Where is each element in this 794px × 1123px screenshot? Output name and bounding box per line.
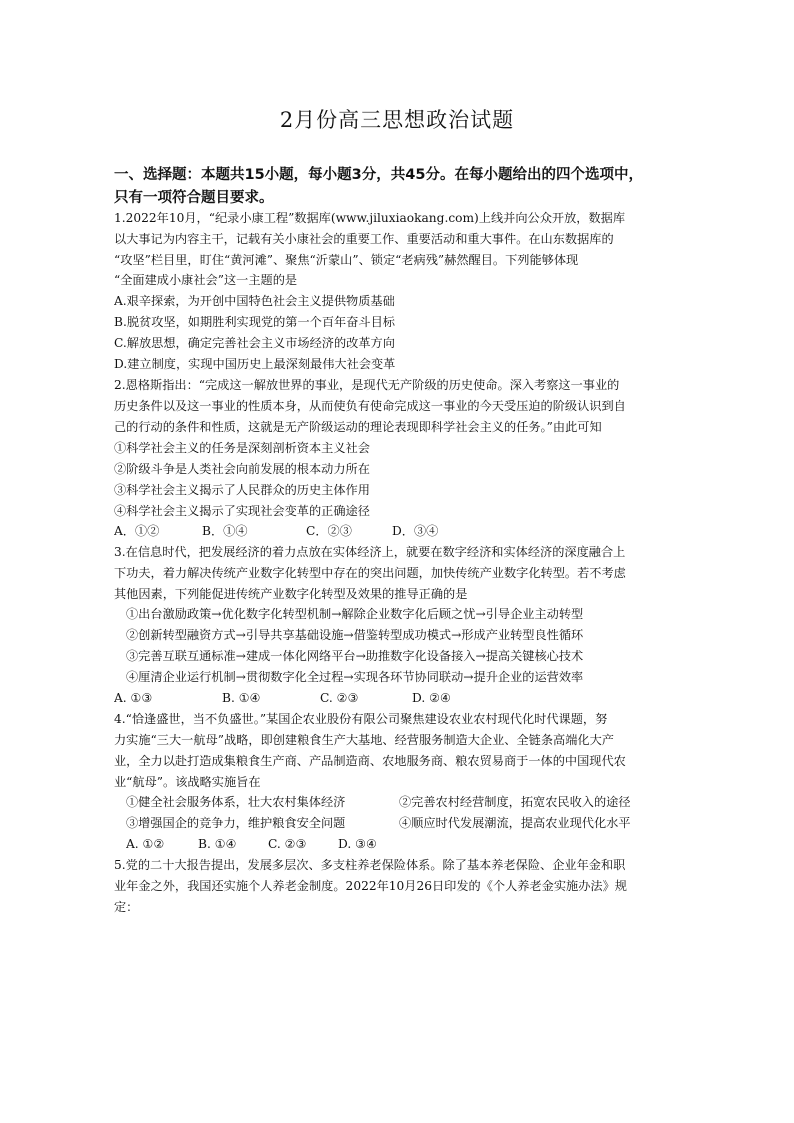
q2-stem-line-2: 历史条件以及这一事业的性质本身，从而使负有使命完成这一事业的今天受压迫的阶级认识到自 (114, 399, 626, 413)
q3-item-4: ④厘清企业运行机制→贯彻数字化全过程→实现各环节协同联动→提升企业的运营效率 (126, 670, 584, 684)
q4-stem-line-3: 业，全力以赴打造成集粮食生产商、产品制造商、农地服务商、粮农贸易商于一体的中国现代农 (114, 754, 626, 768)
q4-item-2: ②完善农村经营制度，拓宽农民收入的途径 (399, 795, 631, 809)
q3-item-1: ①出台激励政策→优化数字化转型机制→解除企业数字化后顾之忧→引导企业主动转型 (126, 607, 584, 621)
q4-items-row-2 (126, 813, 716, 833)
q3-stem-line-3: 其他因素，下列能促进传统产业数字化转型及效果的推导正确的是 (114, 587, 468, 601)
q3-stem-line-1: 3.在信息时代，把发展经济的着力点放在实体经济上，就要在数字经济和实体经济的深度融合上 (114, 545, 626, 559)
q4-choice-c: C. ②③ (268, 837, 307, 851)
q1-option-d: D.建立制度，实现中国历史上最深刻最伟大社会变革 (114, 357, 396, 371)
q4-item-3: ③增强国企的竞争力，维护粮食安全问题 (126, 816, 346, 830)
q5-stem-line-1: 5.党的二十大报告提出，发展多层次、多支柱养老保险体系。除了基本养老保险、企业年金和职 (114, 858, 626, 872)
q4-choice-a: A. ①② (126, 837, 165, 851)
q2-item-2: ②阶级斗争是人类社会向前发展的根本动力所在 (114, 462, 370, 476)
q4-choice-d: D. ③④ (338, 837, 377, 851)
q1-option-b: B.脱贫攻坚，如期胜利实现党的第一个百年奋斗目标 (114, 315, 395, 329)
q2-stem-line-1: 2.恩格斯指出：“完成这一解放世界的事业，是现代无产阶级的历史使命。深入考察这一事业的 (114, 378, 620, 392)
q3-choice-d: D. ②④ (412, 691, 451, 705)
q3-item-3: ③完善互联互通标准→建成一体化网络平台→助推数字化设备接入→提高关键核心技术 (126, 649, 584, 663)
q2-choices (114, 521, 704, 541)
q3-item-2: ②创新转型融资方式→引导共享基础设施→借鉴转型成功模式→形成产业转型良性循环 (126, 628, 584, 642)
q3-choice-a: A. ①③ (114, 691, 153, 705)
q2-choice-c: C．②③ (306, 524, 352, 538)
q4-stem-line-4: 业“航母”。该战略实施旨在 (114, 775, 261, 789)
section-heading-line-1: 一、选择题：本题共15小题，每小题3分，共45分。在每小题给出的四个选项中， (114, 167, 643, 183)
q4-item-1: ①健全社会服务体系，壮大农村集体经济 (126, 795, 346, 809)
q1-option-c: C.解放思想，确定完善社会主义市场经济的改革方向 (114, 336, 395, 350)
q1-stem-line-4: “全面建成小康社会”这一主题的是 (114, 273, 298, 287)
q2-choice-a: A．①② (114, 524, 160, 538)
q5-stem-line-2: 业年金之外，我国还实施个人养老金制度。2022年10月26日印发的《个人养老金实施办法》规 (114, 879, 627, 893)
q3-choice-b: B. ①④ (222, 691, 261, 705)
q4-item-4: ④顺应时代发展潮流，提高农业现代化水平 (399, 816, 631, 830)
q2-stem-line-3: 己的行动的条件和性质，这就是无产阶级运动的理论表现即科学社会主义的任务。”由此可知 (114, 420, 602, 434)
q1-stem-line-2: 以大事记为内容主干，记载有关小康社会的重要工作、重要活动和重大事件。在山东数据库的 (114, 232, 614, 246)
q4-choices (126, 834, 716, 854)
section-heading-line-2: 只有一项符合题目要求。 (114, 190, 274, 206)
q2-item-1: ①科学社会主义的任务是深刻剖析资本主义社会 (114, 441, 370, 455)
q4-choice-b: B. ①④ (198, 837, 237, 851)
q3-stem-line-2: 下功夫，着力解决传统产业数字化转型中存在的突出问题，加快传统产业数字化转型。若不考虑 (114, 566, 626, 580)
page-title: 2月份高三思想政治试题 (279, 108, 515, 132)
q1-stem-line-3: “攻坚”栏目里，盯住“黄河滩”、聚焦“沂蒙山”、锁定“老病残”赫然醒目。下列能够体现 (114, 253, 579, 267)
q2-choice-b: B．①④ (202, 524, 248, 538)
q3-choices (114, 688, 704, 708)
q3-choice-c: C. ②③ (320, 691, 359, 705)
q4-stem-line-2: 力实施“三大一航母”战略，即创建粮食生产大基地、经营服务制造大企业、全链条高端化大产 (114, 733, 614, 747)
q4-items-row-1 (126, 792, 716, 812)
q1-stem-line-1: 1.2022年10月，“纪录小康工程”数据库(www.jiluxiaokang.com)上线并向公众开放，数据库 (114, 211, 626, 225)
q4-stem-line-1: 4.“恰逢盛世，当不负盛世。”某国企农业股份有限公司聚焦建设农业农村现代化时代课题，努 (114, 712, 608, 726)
q5-stem-line-3: 定： (114, 900, 139, 914)
q2-choice-d: D．③④ (392, 524, 439, 538)
q1-option-a: A.艰辛探索，为开创中国特色社会主义提供物质基础 (114, 294, 395, 308)
q2-item-4: ④科学社会主义揭示了实现社会变革的正确途径 (114, 504, 370, 518)
q2-item-3: ③科学社会主义揭示了人民群众的历史主体作用 (114, 483, 370, 497)
